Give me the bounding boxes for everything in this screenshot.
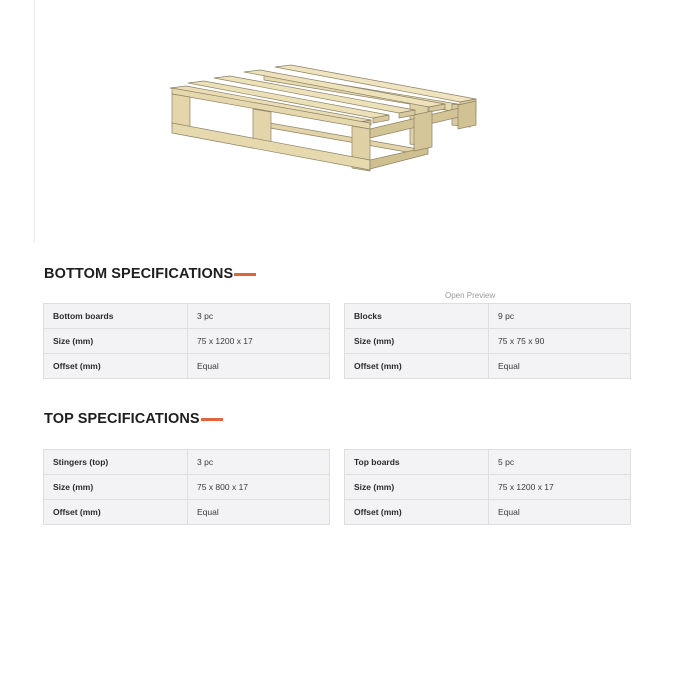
spec-table-top-boards xyxy=(344,449,631,525)
spec-table-stingers xyxy=(43,449,330,525)
section-title: BOTTOM SPECIFICATIONS xyxy=(44,266,234,282)
spec-label: Size (mm) xyxy=(345,475,489,500)
table-row xyxy=(44,304,330,329)
top-specifications-heading xyxy=(44,411,223,427)
bottom-specifications-heading xyxy=(44,266,256,282)
table-row xyxy=(345,304,631,329)
table-row xyxy=(345,475,631,500)
spec-value: 75 x 75 x 90 xyxy=(489,329,631,354)
spec-label: Offset (mm) xyxy=(44,354,188,379)
table-row xyxy=(345,329,631,354)
spec-label: Size (mm) xyxy=(44,475,188,500)
spec-value: Equal xyxy=(188,500,330,525)
spec-value: 75 x 1200 x 17 xyxy=(489,475,631,500)
title-accent-bar xyxy=(201,418,223,421)
spec-label: Size (mm) xyxy=(345,329,489,354)
spec-value: 3 pc xyxy=(188,450,330,475)
spec-label: Top boards xyxy=(345,450,489,475)
spec-label: Bottom boards xyxy=(44,304,188,329)
table-row xyxy=(44,354,330,379)
spec-value: 75 x 800 x 17 xyxy=(188,475,330,500)
spec-value: Equal xyxy=(489,354,631,379)
table-row xyxy=(44,450,330,475)
title-accent-bar xyxy=(234,273,256,276)
table-row xyxy=(345,354,631,379)
section-title: TOP SPECIFICATIONS xyxy=(44,411,200,427)
table-row xyxy=(44,500,330,525)
spec-label: Offset (mm) xyxy=(44,500,188,525)
divider-line xyxy=(34,0,35,243)
spec-value: Equal xyxy=(188,354,330,379)
spec-value: 9 pc xyxy=(489,304,631,329)
spec-label: Offset (mm) xyxy=(345,500,489,525)
spec-label: Offset (mm) xyxy=(345,354,489,379)
table-row xyxy=(345,500,631,525)
spec-label: Stingers (top) xyxy=(44,450,188,475)
spec-value: 5 pc xyxy=(489,450,631,475)
spec-value: 75 x 1200 x 17 xyxy=(188,329,330,354)
table-row xyxy=(44,475,330,500)
table-row xyxy=(44,329,330,354)
open-preview-link[interactable]: Open Preview xyxy=(445,291,496,300)
spec-table-blocks xyxy=(344,303,631,379)
spec-value: Equal xyxy=(489,500,631,525)
spec-value: 3 pc xyxy=(188,304,330,329)
spec-table-bottom-boards xyxy=(43,303,330,379)
table-row xyxy=(345,450,631,475)
spec-label: Blocks xyxy=(345,304,489,329)
pallet-illustration xyxy=(160,55,490,180)
spec-label: Size (mm) xyxy=(44,329,188,354)
